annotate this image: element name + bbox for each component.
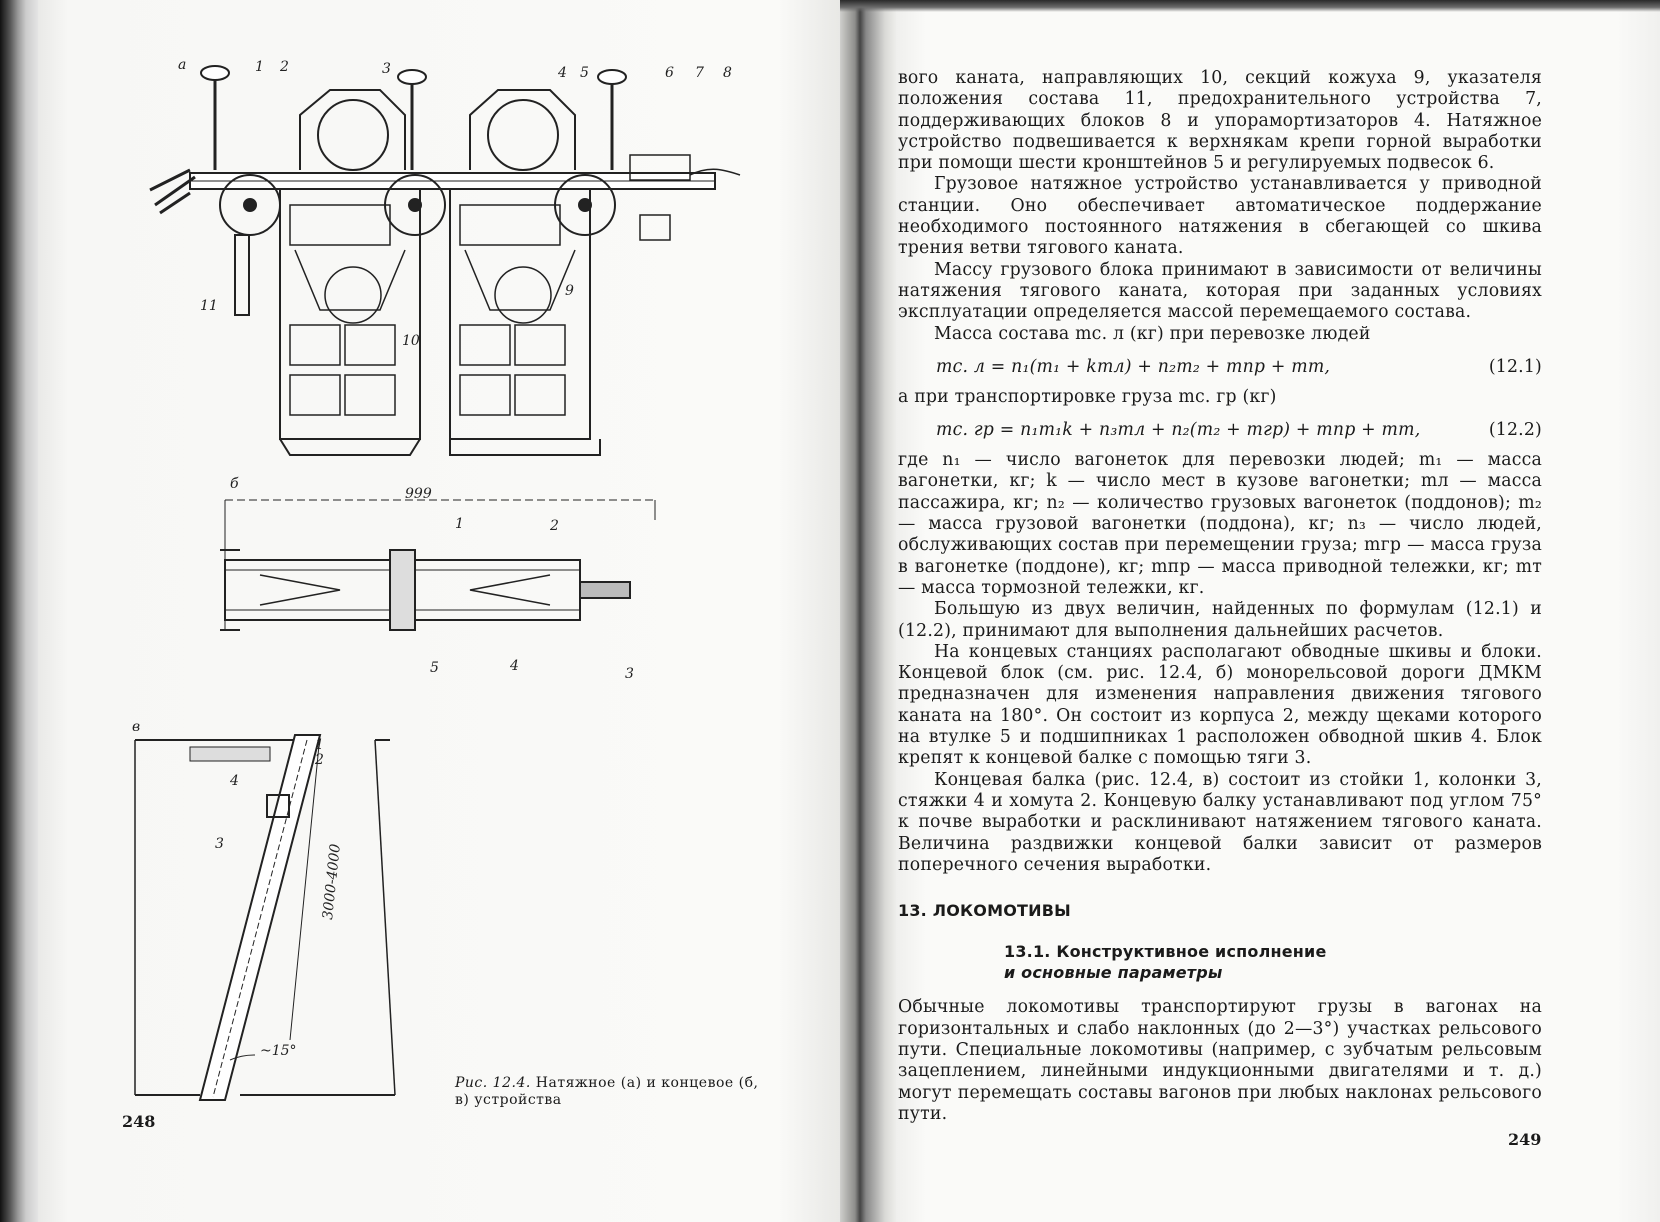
- page-number-right: 249: [1508, 1130, 1542, 1149]
- formula-number: (12.2): [1488, 420, 1542, 441]
- subsection-title-line2: и основные параметры: [1004, 963, 1223, 983]
- paragraph: Грузовое натяжное устройство устанавливается у приводной станции. Оно обеспечивает автоматическое поддержание необходимого постоянного натяжения в сбегающей со шкива трения ветви тягового каната.: [898, 174, 1542, 259]
- subsection-heading: [1004, 941, 1542, 983]
- figure-a-callout: 7: [695, 65, 704, 81]
- formula-12-2: [898, 414, 1542, 448]
- figure-b-end-block: [220, 476, 740, 720]
- right-page-text-column: [898, 68, 1542, 1125]
- figure-b-callout: 5: [430, 660, 439, 676]
- figure-a-callout: 9: [565, 283, 574, 299]
- figure-b-letter: б: [230, 476, 239, 492]
- paragraph: Большую из двух величин, найденных по формулам (12.1) и (12.2), принимают для выполнения дальнейших расчетов.: [898, 599, 1542, 641]
- page-number-left: 248: [122, 1112, 156, 1131]
- paragraph: где n₁ — число вагонеток для перевозки людей; m₁ — масса вагонетки, кг; k — число мест в кузове вагонетки; mл — масса пассажира, кг; n₂ — количество грузовых вагонеток (поддонов); m₂ — масса грузовой вагонетки (поддона), кг; n₃ — число людей, обслуживающих состав при перемещении груза; mгр — масса груза в вагонетке (поддоне), кг; mпр — масса приводной тележки, кг; mт — масса тормозной тележки, кг.: [898, 450, 1542, 598]
- figure-a-callout: 8: [723, 65, 732, 81]
- figure-caption: [455, 1075, 775, 1109]
- section-heading: 13. ЛОКОМОТИВЫ: [898, 901, 1071, 921]
- figure-b-callout: 3: [625, 666, 634, 682]
- paragraph: вого каната, направляющих 10, секций кожуха 9, указателя положения состава 11, предохранительного устройства 7, поддерживающих блоков 8 и упорамортизаторов 4. Натяжное устройство подвешивается к верхнякам крепи горной выработки при помощи шести кронштейнов 5 и регулируемых подвесок 6.: [898, 68, 1542, 174]
- formula-12-1: [898, 351, 1542, 385]
- figure-a-letter: а: [178, 57, 187, 73]
- figure-a-tensioning-device: [150, 55, 800, 480]
- figure-a-callout: 4: [558, 65, 567, 81]
- figure-c-letter: в: [132, 719, 141, 735]
- figure-c-callout: 4: [230, 773, 239, 789]
- figure-a-callout: 5: [580, 65, 589, 81]
- paragraph: Концевая балка (рис. 12.4, в) состоит из стойки 1, колонки 3, стяжки 4 и хомута 2. Концевую балку устанавливают под углом 75° к почве выработки и расклинивают натяжением тягового каната. Величина раздвижки концевой балки зависит от размеров поперечного сечения выработки.: [898, 769, 1542, 875]
- paragraph: На концевых станциях располагают обводные шкивы и блоки. Концевой блок (см. рис. 12.4, б) монорельсовой дороги ДМКМ предназначен для изменения направления движения тягового каната на 180°. Он состоит из корпуса 2, между щеками которого на втулке 5 и подшипниках 1 расположен обводной шкив 4. Блок крепят к концевой балке с помощью тяги 3.: [898, 641, 1542, 769]
- page-shadow: [840, 0, 1660, 12]
- figure-a-callout: 6: [665, 65, 674, 81]
- figure-b-dimension: 999: [405, 486, 432, 502]
- figure-c-end-beam: [120, 719, 420, 1120]
- book-gutter: [840, 0, 900, 1222]
- figure-c-angle: ~15°: [260, 1043, 297, 1059]
- figure-a-callout: 11: [200, 298, 218, 314]
- figure-a-callout: 10: [402, 333, 420, 349]
- caption-label: Рис. 12.4.: [455, 1075, 531, 1091]
- figure-a-callout: 3: [382, 61, 391, 77]
- formula-expression: mс. гр = n₁m₁k + n₃mл + n₂(m₂ + mгр) + mпр + mт,: [936, 420, 1421, 441]
- figure-a-callout: 1: [255, 59, 264, 75]
- figure-b-callout: 4: [510, 658, 519, 674]
- paragraph: а при транспортировке груза mс. гр (кг): [898, 386, 1277, 407]
- figure-a-callout: 2: [280, 59, 289, 75]
- paragraph: Масса состава mс. л (кг) при перевозке людей: [934, 323, 1371, 344]
- paragraph: Обычные локомотивы транспортируют грузы в вагонах на горизонтальных и слабо наклонных (до 2—3°) участках рельсового пути. Специальные локомотивы (например, с зубчатым рельсовым зацеплением, линейными индукционными двигателями и т. д.) могут перемещать составы вагонов при любых наклонах рельсового пути.: [898, 997, 1542, 1124]
- figure-c-dimension: 3000-4000: [320, 843, 344, 921]
- figure-c-callout: 3: [215, 836, 224, 852]
- book-binding-edge: [0, 0, 40, 1222]
- subsection-title-line1: 13.1. Конструктивное исполнение: [1004, 942, 1327, 962]
- figure-c-callout: 2: [315, 752, 324, 768]
- caption-text: Натяжное (а) и концевое (б, в) устройства: [455, 1075, 759, 1108]
- formula-expression: mс. л = n₁(m₁ + kmл) + n₂m₂ + mпр + mт,: [936, 356, 1331, 377]
- figure-b-callout: 1: [455, 516, 464, 532]
- paragraph: Массу грузового блока принимают в зависимости от величины натяжения тягового каната, которая при заданных условиях эксплуатации определяется массой перемещаемого состава.: [898, 259, 1542, 323]
- figure-b-callout: 2: [550, 518, 559, 534]
- figure-c-callout: 1: [315, 737, 324, 753]
- formula-number: (12.1): [1488, 356, 1542, 377]
